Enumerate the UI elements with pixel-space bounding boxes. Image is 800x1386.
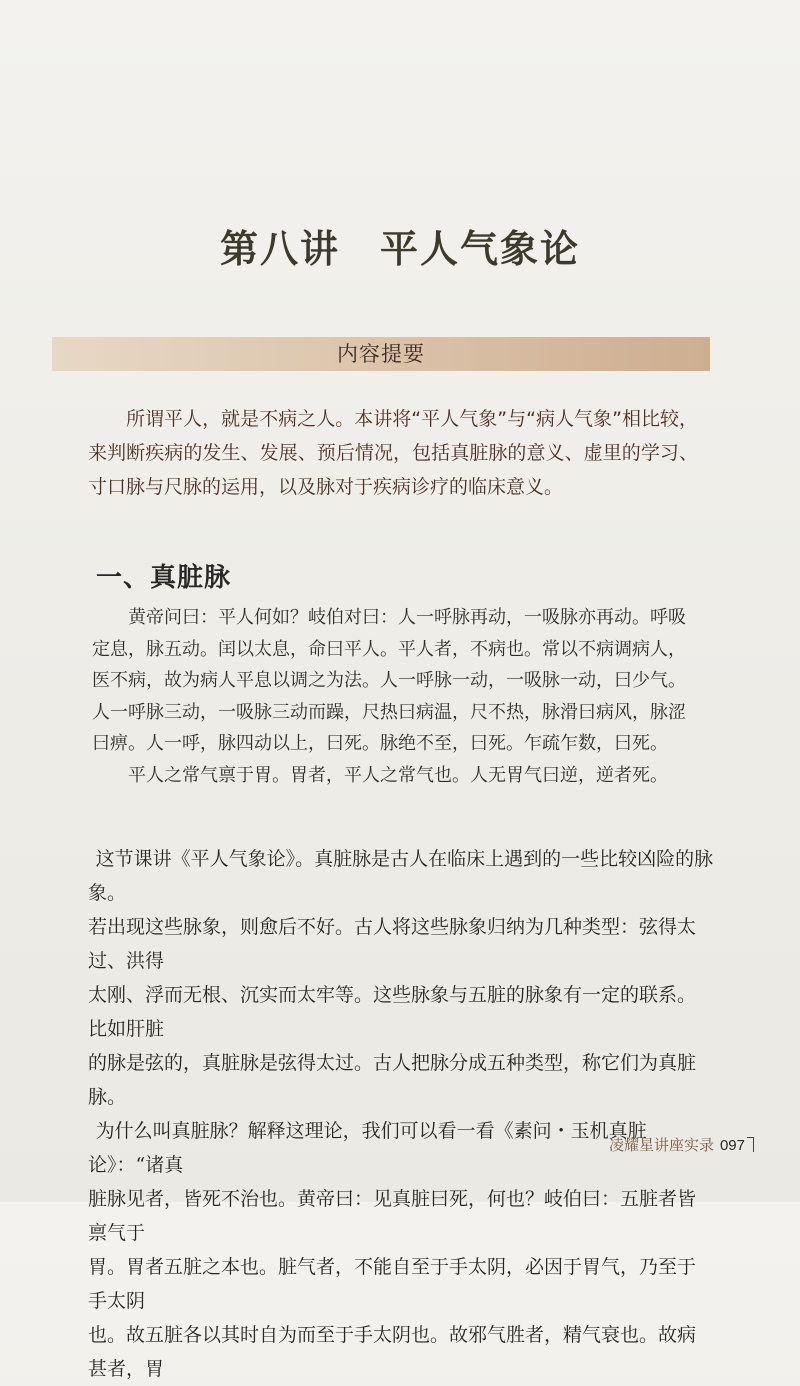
body-line: 若出现这些脉象，则愈后不好。古人将这些脉象归纳为几种类型：弦得太过、洪得 <box>88 916 697 972</box>
classic-line: 定息，脉五动。闰以太息，命曰平人。平人者，不病也。常以不病调病人， <box>92 638 686 660</box>
body-line: 的脉是弦的，真脏脉是弦得太过。古人把脉分成五种类型，称它们为真脏脉。 <box>88 1052 697 1108</box>
section-heading: 一、真脏脉 <box>96 563 232 593</box>
summary-heading: 内容提要 <box>337 342 425 366</box>
summary-heading-bar <box>52 337 710 371</box>
body-line: 为什么叫真脏脉？解释这理论，我们可以看一看《素问・玉机真脏论》：“诸真 <box>88 1120 647 1176</box>
body-text <box>88 842 714 1386</box>
corner-mark <box>747 1137 754 1152</box>
body-line: 这节课讲《平人气象论》。真脏脉是古人在临床上遇到的一些比较凶险的脉象。 <box>88 848 714 904</box>
chapter-title: 第八讲 平人气象论 <box>219 226 580 271</box>
page-number: 097 <box>719 1137 745 1154</box>
classic-line: 黄帝问曰：平人何如？岐伯对曰：人一呼脉再动，一吸脉亦再动。呼吸 <box>128 607 686 628</box>
classic-line: 曰痹。人一呼，脉四动以上，曰死。脉绝不至，曰死。乍疏乍数，曰死。 <box>92 733 668 754</box>
classic-line: 医不病，故为病人平息以调之为法。人一呼脉一动，一吸脉一动，曰少气。 <box>92 670 686 691</box>
series-title: 凌耀星讲座实录 <box>608 1136 714 1154</box>
classic-quote <box>92 602 696 791</box>
body-line: 也。故五脏各以其时自为而至于手太阴也。故邪气胜者，精气衰也。故病甚者，胃 <box>88 1324 697 1380</box>
classic-line: 平人之常气禀于胃。胃者，平人之常气也。人无胃气曰逆，逆者死。 <box>128 764 668 786</box>
body-line: 脏脉见者，皆死不治也。黄帝曰：见真脏曰死，何也？岐伯曰：五脏者皆禀气于 <box>88 1188 697 1244</box>
summary-text: 所谓平人，就是不病之人。本讲将“平人气象”与“病人气象”相比较，来判断疾病的发生、发展、预后情况，包括真脏脉的意义、虚里的学习、寸口脉与尺脉的运用，以及脉对于疾病诊疗的临床意义。 <box>88 408 698 498</box>
classic-line: 人一呼脉三动，一吸脉三动而躁，尺热曰病温，尺不热，脉滑曰病风，脉涩 <box>92 701 686 723</box>
summary-box <box>88 402 698 504</box>
page-footer <box>609 1134 754 1155</box>
body-line: 胃。胃者五脏之本也。脏气者，不能自至于手太阴，必因于胃气，乃至于手太阴 <box>88 1256 697 1312</box>
body-line: 太刚、浮而无根、沉实而太牢等。这些脉象与五脏的脉象有一定的联系。比如肝脏 <box>88 984 697 1040</box>
